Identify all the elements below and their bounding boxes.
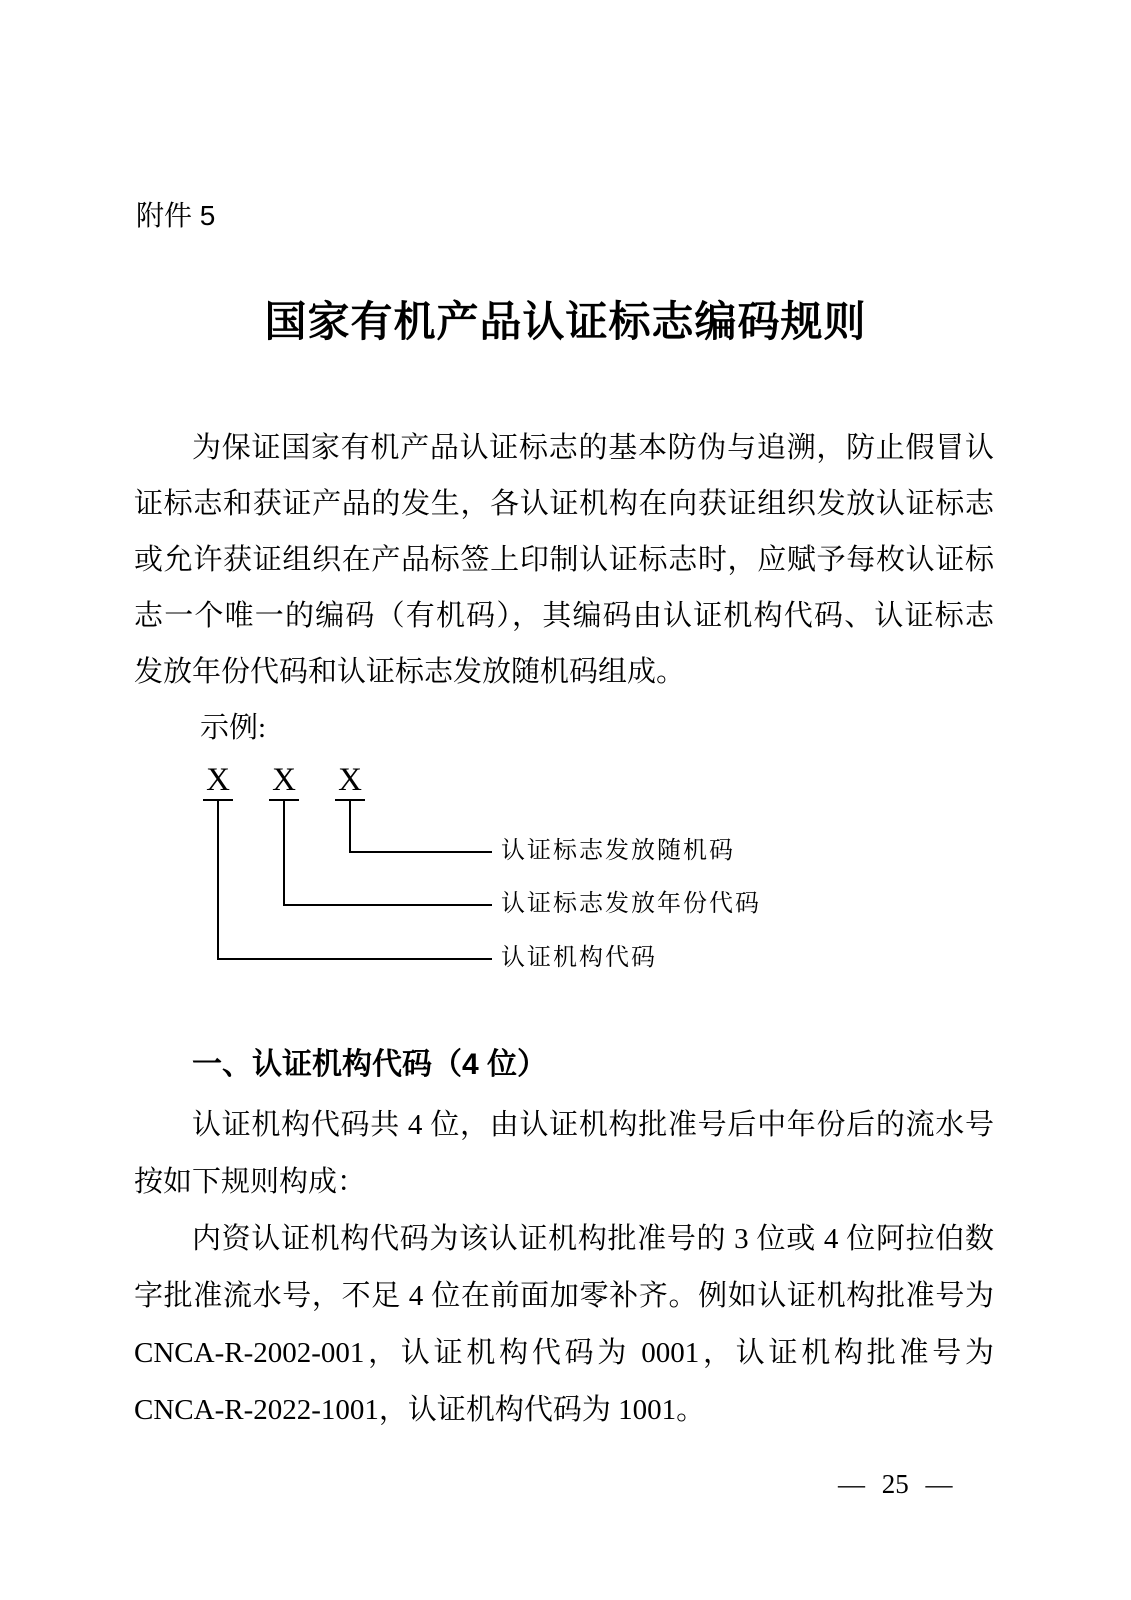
intro-line-5: 发放年份代码和认证标志发放随机码组成。 xyxy=(134,656,686,688)
section1-para2-line-2: 字批准流水号，不足 4 位在前面加零补齐。例如认证机构批准号为 xyxy=(134,1280,994,1312)
x-placeholder-2: X xyxy=(269,763,299,801)
section1-para2-line-1: 内资认证机构代码为该认证机构批准号的 3 位或 4 位阿拉伯数 xyxy=(192,1223,994,1255)
page-number: — 25 — xyxy=(838,1469,953,1499)
x-placeholder-1: X xyxy=(203,763,233,801)
intro-line-3: 或允许获证组织在产品标签上印制认证标志时，应赋予每枚认证标 xyxy=(134,544,994,576)
intro-line-1: 为保证国家有机产品认证标志的基本防伪与追溯，防止假冒认 xyxy=(192,432,994,464)
attachment-label: 附件 5 xyxy=(136,200,216,231)
section-1-heading: 一、认证机构代码（4 位） xyxy=(192,1048,548,1081)
diagram-label-agency-code: 认证机构代码 xyxy=(501,945,657,971)
diagram-label-year-code: 认证标志发放年份代码 xyxy=(501,891,761,917)
intro-line-4: 志一个唯一的编码（有机码），其编码由认证机构代码、认证标志 xyxy=(134,600,994,632)
section1-para1-line-1: 认证机构代码共 4 位，由认证机构批准号后中年份后的流水号 xyxy=(192,1109,994,1141)
diagram-label-random-code: 认证标志发放随机码 xyxy=(501,838,735,864)
section1-para2-line-4: CNCA-R-2022-1001，认证机构代码为 1001。 xyxy=(134,1394,706,1426)
x-placeholder-3: X xyxy=(335,763,365,801)
section1-para2-line-3: CNCA-R-2002-001，认证机构代码为 0001，认证机构批准号为 xyxy=(134,1337,994,1369)
connector-line-agency-code xyxy=(217,801,492,960)
page-title: 国家有机产品认证标志编码规则 xyxy=(264,300,867,346)
section1-para1-line-2: 按如下规则构成： xyxy=(134,1166,367,1198)
intro-line-2: 证标志和获证产品的发生，各认证机构在向获证组织发放认证标志 xyxy=(134,488,994,520)
example-label: 示例: xyxy=(200,712,267,744)
